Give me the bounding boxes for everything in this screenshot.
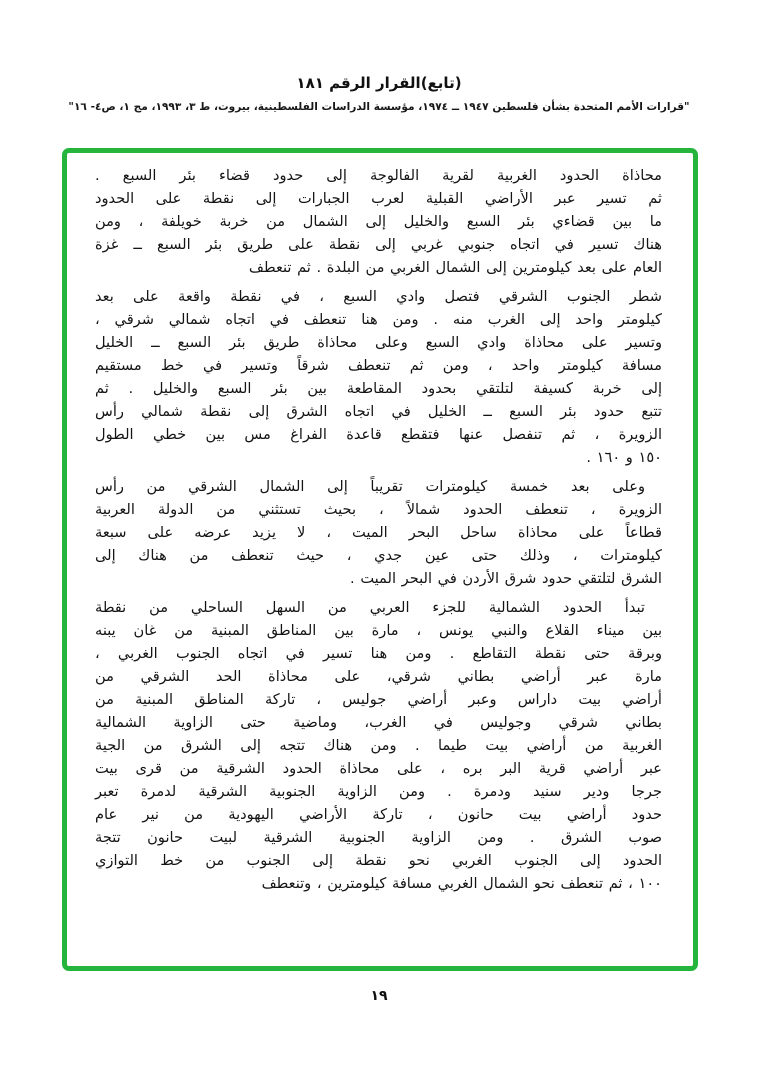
text-line: كيلومتر واحد إلى الغرب منه . ومن هنا تنعطف في اتجاه شمالي شرقي ، bbox=[95, 311, 662, 328]
text-line: محاذاة الحدود الغربية لقرية الفالوجة إلى حدود قضاء بئر السبع . bbox=[95, 167, 662, 184]
text-line: مسافة كيلومتر واحد ، ومن ثم تنعطف شرقاً وتسير في خط مستقيم bbox=[95, 357, 662, 374]
text-line: أراضي بيت داراس وعبر أراضي جوليس ، تاركة المناطق المبنية من bbox=[95, 691, 662, 708]
page-number: ١٩ bbox=[370, 988, 388, 1004]
text-line: الزويرة ، ثم تنفصل عنها فتقطع قاعدة الفراغ مس بين خطي الطول bbox=[95, 426, 662, 443]
text-line: الشرق لتلتقي حدود شرق الأردن في البحر الميت . bbox=[350, 570, 662, 587]
source-citation: "قرارات الأمم المتحدة بشأن فلسطين ١٩٤٧ ــ ١٩٧٤، مؤسسة الدراسات الفلسطينية، بيروت، ط ٣، ١٩٩٣، مج ١، ص٤- ١٦" bbox=[68, 101, 690, 113]
text-line: بين ميناء القلاع والنبي يونس ، مارة بين المناطق المبنية من غان يبنه bbox=[95, 622, 662, 639]
document-text bbox=[95, 164, 662, 895]
text-line: مارة عبر أراضي بطاني شرقي، على محاذاة الحد الشرقي من bbox=[95, 668, 662, 685]
text-line: شطر الجنوب الشرقي فتصل وادي السبع ، في نقطة واقعة على بعد bbox=[95, 288, 662, 305]
text-line: وتسير على محاذاة وادي السبع وعلى محاذاة طريق بئر السبع ــ الخليل bbox=[95, 334, 662, 351]
text-line: عبر أراضي قرية البر بره ، على محاذاة الحدود الشرقية من قرى بيت bbox=[95, 760, 662, 777]
text-line: وبرقة حتى نقطة التقاطع . ومن هنا تسير في اتجاه الجنوب الغربي ، bbox=[95, 645, 662, 662]
paragraph bbox=[95, 475, 662, 590]
text-line: كيلومترات ، وذلك حتى عين جدي ، حيث تنعطف من هناك إلى bbox=[95, 547, 662, 564]
text-line: العام على بعد كيلومترين إلى الشمال الغربي من البلدة . ثم تنعطف bbox=[248, 259, 662, 276]
text-line: الحدود إلى الجنوب الغربي نحو نقطة إلى الجنوب من خط التوازي bbox=[95, 852, 662, 869]
text-line: الزويرة ، تنعطف الحدود شمالاً ، بحيث تستثني من الدولة العربية bbox=[95, 501, 662, 518]
text-line: قطاعاً على محاذاة ساحل البحر الميت ، لا يزيد عرضه على سبعة bbox=[95, 524, 662, 541]
paragraph bbox=[95, 285, 662, 469]
text-line: ما بين قضاءي بئر السبع والخليل إلى الشمال من خربة خويلفة ، ومن bbox=[95, 213, 662, 230]
text-line: تبدأ الحدود الشمالية للجزء العربي من السهل الساحلي من نقطة bbox=[95, 599, 645, 616]
page-header bbox=[0, 74, 758, 113]
text-line: هناك تسير في اتجاه جنوبي غربي إلى نقطة على طريق بئر السبع ــ غزة bbox=[95, 236, 662, 253]
paragraph bbox=[95, 164, 662, 279]
text-line: ١٥٠ و ١٦٠ . bbox=[586, 449, 662, 466]
text-line: إلى خربة كسيفة لتلتقي بحدود المقاطعة بين بئر السبع والخليل . ثم bbox=[95, 380, 662, 397]
text-line: وعلى بعد خمسة كيلومترات تقريباً إلى الشمال الشرقي من رأس bbox=[95, 478, 645, 495]
text-line: صوب الشرق . ومن الزاوية الجنوبية الشرقية لبيت حانون تتجة bbox=[95, 829, 662, 846]
text-line: جرجا ودير سنيد ودمرة . ومن الزاوية الجنوبية الشرقية لدمرة تعبر bbox=[95, 783, 662, 800]
text-line: تتبع حدود بئر السبع ــ الخليل في اتجاه الشرق إلى نقطة شمالي رأس bbox=[95, 403, 662, 420]
text-line: بطاني شرقي وجوليس في الغرب، وماضية حتى الزاوية الشمالية bbox=[95, 714, 662, 731]
text-line: ١٠٠ ، ثم تنعطف نحو الشمال الغربي مسافة كيلومترين ، وتنعطف bbox=[261, 875, 662, 892]
resolution-title: (تابع)القرار الرقم ١٨١ bbox=[296, 74, 462, 92]
text-line: الغربية من أراضي بيت طيما . ومن هناك تتجه إلى الشرق من الجية bbox=[95, 737, 662, 754]
text-line: حدود أراضي بيت حانون ، تاركة الأراضي اليهودية من نير عام bbox=[95, 806, 662, 823]
text-line: ثم تسير عبر الأراضي القبلية لعرب الجبارات إلى نقطة على الحدود bbox=[95, 190, 662, 207]
paragraph bbox=[95, 596, 662, 895]
